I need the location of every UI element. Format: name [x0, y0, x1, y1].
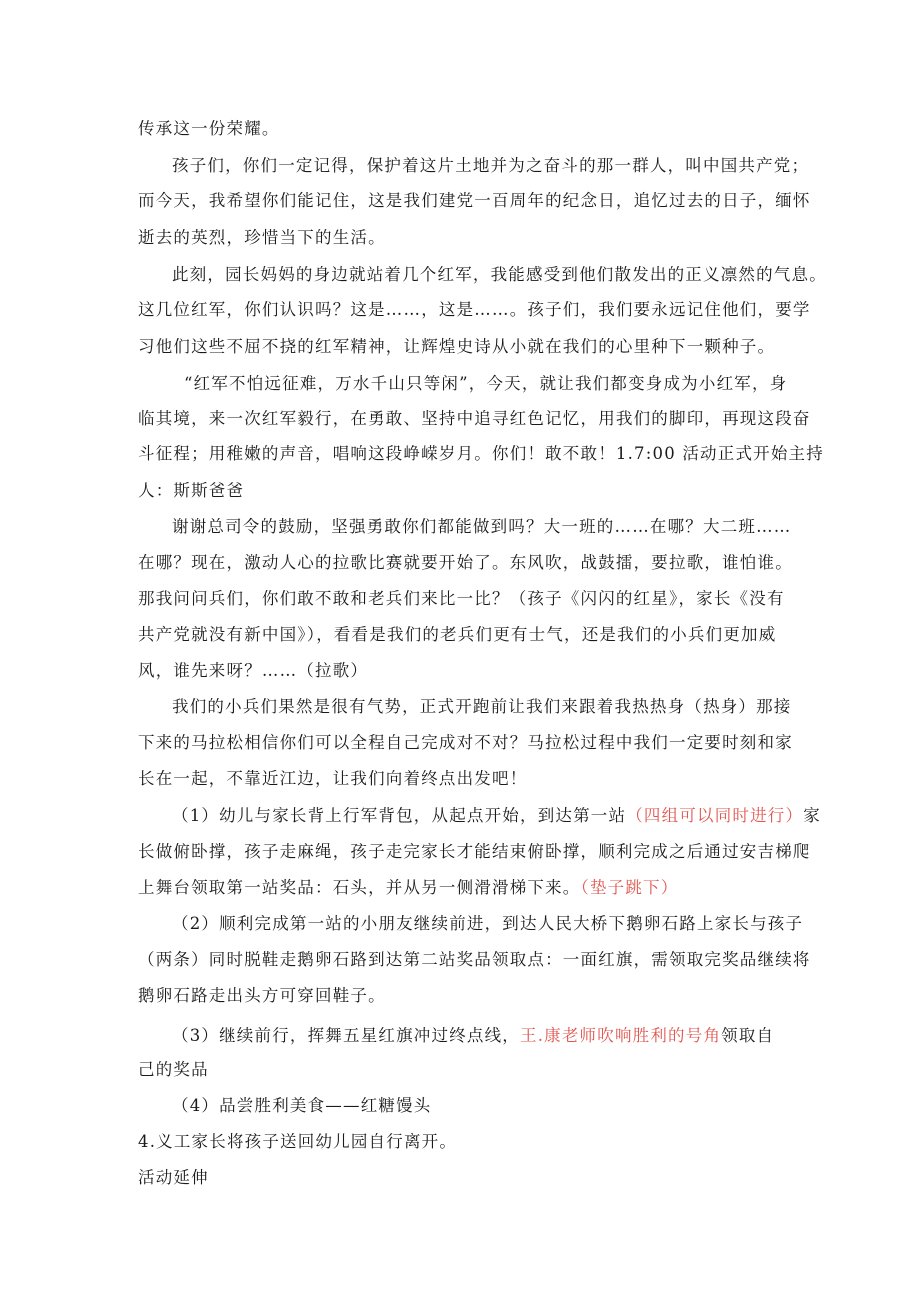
paragraph-line: 这几位红军，你们认识吗？这是……，这是……。孩子们，我们要永远记住他们，要学 — [138, 300, 811, 319]
paragraph-line: 此刻，园长妈妈的身边就站着几个红军，我能感受到他们散发出的正义凛然的气息。 — [172, 265, 827, 284]
paragraph-line: 传承这一份荣耀。 — [138, 119, 280, 138]
paragraph-line: 斗征程；用稚嫩的声音，唱响这段峥嵘岁月。你们！敢不敢！1.7:00 活动正式开始主持 — [138, 444, 824, 463]
paragraph-line: 习他们这些不屈不挠的红军精神，让辉煌史诗从小就在我们的心里种下一颗种子。 — [138, 337, 776, 356]
step-3-text-end: 领取自 — [721, 1026, 775, 1045]
paragraph-line: “红军不怕远征难，万水千山只等闲”，今天，就让我们都变身成为小红军，身 — [184, 374, 788, 393]
section-heading: 活动延伸 — [138, 1168, 209, 1187]
paragraph-line: 临其境，来一次红军毅行，在勇敢、坚持中追寻红色记忆，用我们的脚印，再现这段奋 — [138, 409, 811, 428]
step-3-line: 己的奖品 — [138, 1060, 209, 1079]
paragraph-line: 在哪？现在，激动人心的拉歌比赛就要开始了。东风吹，战鼓擂，要拉歌，谁怕谁。 — [138, 553, 793, 572]
step-1-text-end: 家 — [803, 806, 821, 825]
step-1-text: （1）幼儿与家长背上行军背包，从起点开始，到达第一站 — [172, 806, 627, 825]
paragraph-line: 那我问问兵们，你们敢不敢和老兵们来比一比？（孩子《闪闪的红星》，家长《没有 — [138, 589, 785, 608]
step-1-line — [138, 876, 678, 900]
paragraph-line: 人：斯斯爸爸 — [138, 481, 245, 500]
step-3-line — [172, 1024, 774, 1048]
paragraph-line: 谢谢总司令的鼓励，坚强勇敢你们都能做到吗？大一班的……在哪？大二班…… — [172, 517, 792, 536]
paragraph-line: 风，谁先来呀？……（拉歌） — [138, 661, 369, 680]
list-item-4: 4.义工家长将孩子送回幼儿园自行离开。 — [138, 1132, 458, 1151]
step-1-note: （四组可以同时进行） — [626, 806, 804, 825]
step-1-line: 长做俯卧撑，孩子走麻绳，孩子走完家长才能结束俯卧撑，顺利完成之后通过安吉梯爬 — [138, 842, 811, 861]
paragraph-line: 下来的马拉松相信你们可以全程自己完成对不对？马拉松过程中我们一定要时刻和家 — [138, 733, 793, 752]
paragraph-line: 而今天，我希望你们能记住，这是我们建党一百周年的纪念日，追忆过去的日子，缅怀 — [138, 191, 811, 210]
paragraph-line: 逝去的英烈，珍惜当下的生活。 — [138, 228, 386, 247]
step-1-line — [172, 804, 821, 828]
step-2-line: 鹅卵石路走出头方可穿回鞋子。 — [138, 986, 386, 1005]
step-1-text: 上舞台领取第一站奖品：石头，并从另一侧滑滑梯下来。 — [138, 878, 581, 897]
step-3-note: 王.康老师吹响胜利的号角 — [520, 1026, 722, 1045]
step-2-line: （2）顺利完成第一站的小朋友继续前进，到达人民大桥下鹅卵石路上家长与孩子 — [172, 914, 804, 933]
paragraph-line: 长在一起，不靠近江边，让我们向着终点出发吧！ — [138, 769, 528, 788]
step-4-line: （4）品尝胜利美食——红糖馒头 — [172, 1096, 432, 1115]
step-2-line: （两条）同时脱鞋走鹅卵石路到达第二站奖品领取点：一面红旗，需领取完奖品继续将 — [138, 950, 811, 969]
paragraph-line: 我们的小兵们果然是很有气势，正式开跑前让我们来跟着我热热身（热身）那接 — [172, 697, 792, 716]
paragraph-line: 共产党就没有新中国》），看看是我们的老兵们更有士气，还是我们的小兵们更加威 — [138, 625, 777, 644]
step-1-note: （垫子跳下） — [580, 878, 679, 897]
step-3-text: （3）继续前行，挥舞五星红旗冲过终点线， — [172, 1026, 520, 1045]
paragraph-line: 孩子们，你们一定记得，保护着这片土地并为之奋斗的那一群人，叫中国共产党； — [172, 156, 810, 175]
